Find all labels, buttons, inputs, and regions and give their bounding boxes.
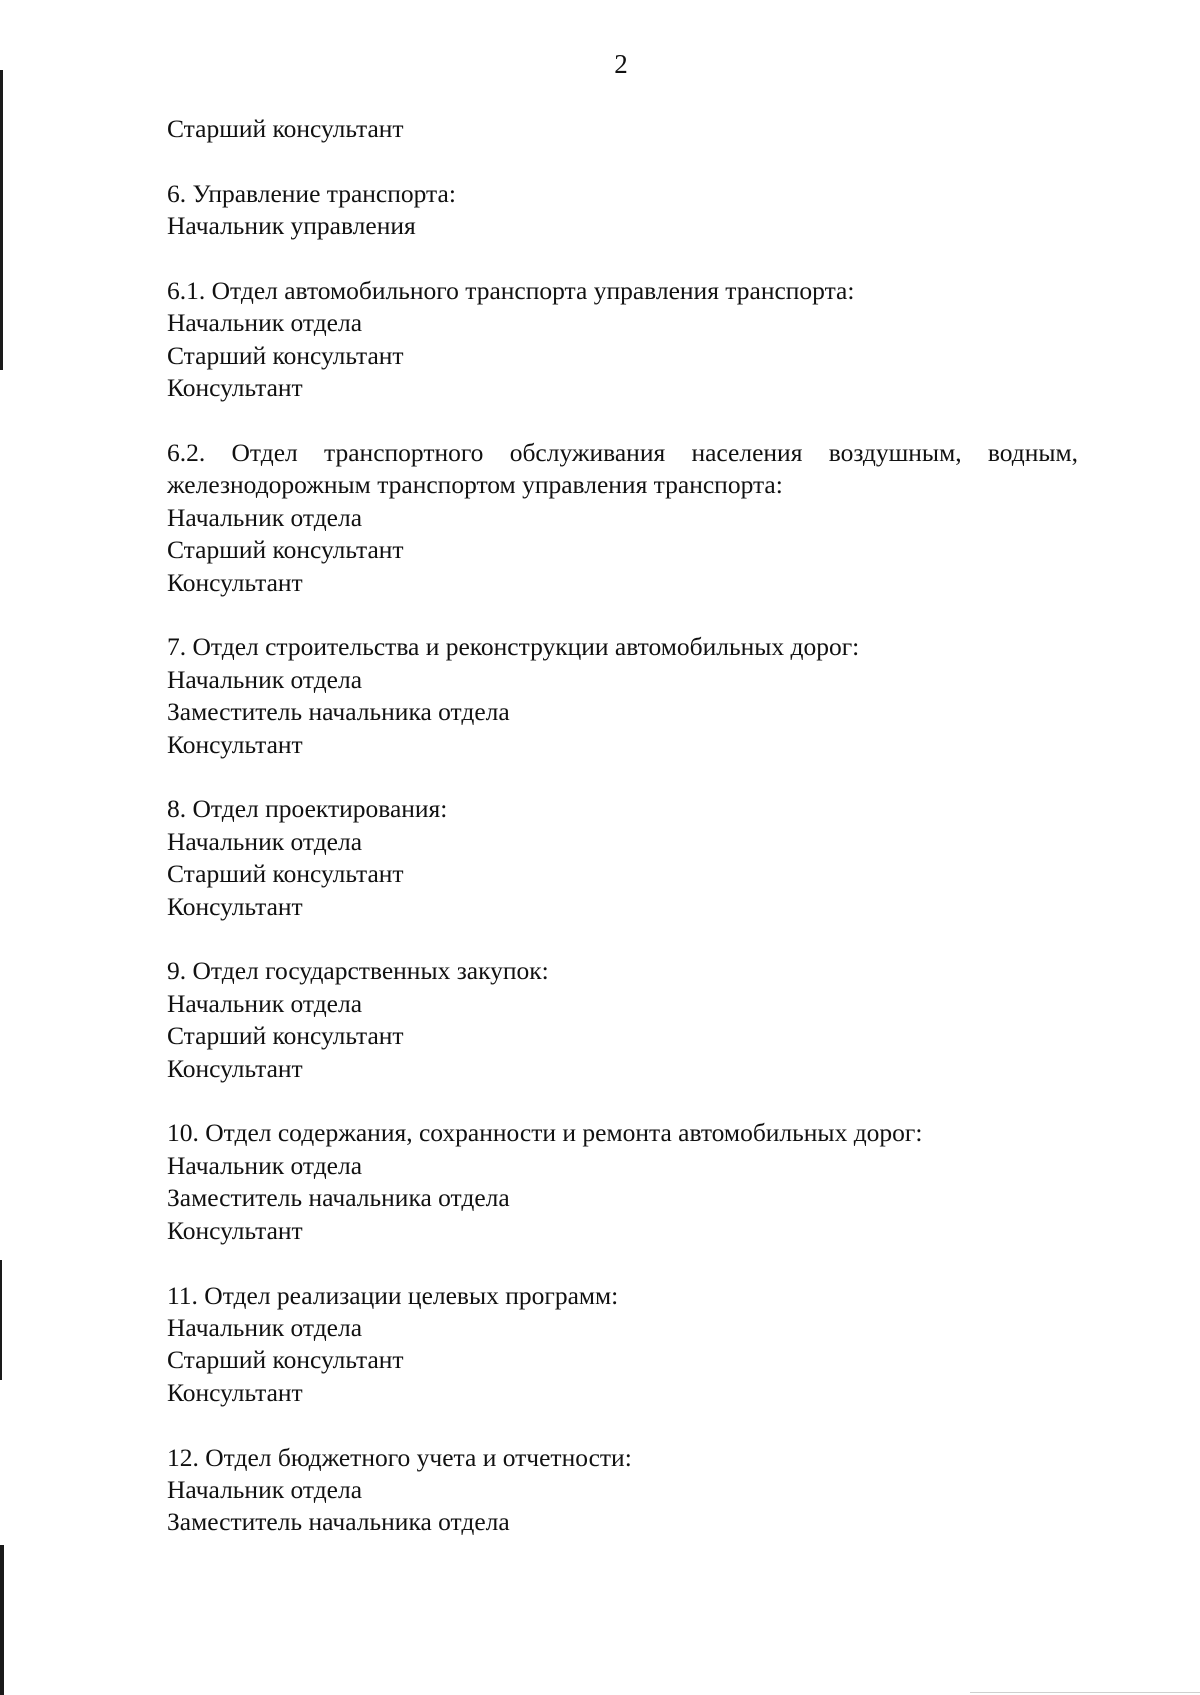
section-6-1	[167, 275, 1078, 405]
position-item: Заместитель начальника отдела	[167, 1507, 510, 1537]
position-item: Старший консультант	[167, 1345, 404, 1375]
position-item: Старший консультант	[167, 535, 404, 565]
position-item: Старший консультант	[167, 1021, 404, 1051]
position-item: Консультант	[167, 1377, 303, 1407]
section-7	[167, 631, 1078, 761]
position-item: Начальник отдела	[167, 1150, 363, 1180]
section-8	[167, 793, 1078, 923]
section-10	[167, 1117, 1078, 1247]
position-item: Начальник отдела	[167, 988, 363, 1018]
position-item: Старший консультант	[167, 859, 404, 889]
section-heading: 6.1. Отдел автомобильного транспорта управления транспорта:	[167, 276, 855, 305]
section-heading-continuation: железнодорожным транспортом управления транспорта:	[167, 470, 783, 500]
position-item: Заместитель начальника отдела	[167, 697, 510, 727]
position-item: Начальник управления	[167, 211, 416, 241]
section-heading: 10. Отдел содержания, сохранности и ремонта автомобильных дорог:	[167, 1118, 923, 1148]
position-item: Консультант	[167, 567, 303, 597]
scan-edge-mark	[0, 1545, 4, 1695]
scan-edge-mark	[0, 1260, 2, 1380]
section-heading: 6. Управление транспорта:	[167, 178, 456, 208]
section-heading: 11. Отдел реализации целевых программ:	[167, 1280, 619, 1310]
section-heading: 9. Отдел государственных закупок:	[167, 956, 549, 986]
scan-edge-mark	[0, 70, 3, 370]
position-item: Начальник отдела	[167, 1312, 363, 1342]
section-12	[167, 1442, 1078, 1539]
section-heading: 6.2. Отдел транспортного обслуживания населения воздушным, водным,	[167, 438, 1078, 468]
intro-position: Старший консультант	[167, 114, 404, 143]
document-body	[167, 113, 1078, 1539]
position-item: Старший консультант	[167, 340, 404, 370]
position-item: Начальник отдела	[167, 664, 363, 694]
position-item: Консультант	[167, 373, 303, 403]
position-item: Консультант	[167, 891, 303, 921]
scan-bottom-rule	[970, 1692, 1200, 1693]
section-11	[167, 1280, 1078, 1410]
position-item: Начальник отдела	[167, 1474, 363, 1504]
position-item: Заместитель начальника отдела	[167, 1183, 510, 1213]
position-item: Консультант	[167, 729, 303, 759]
section-6	[167, 178, 1078, 243]
position-item: Консультант	[167, 1215, 303, 1245]
section-6-2	[167, 437, 1078, 599]
section-heading: 7. Отдел строительства и реконструкции автомобильных дорог:	[167, 632, 860, 662]
page-number: 2	[614, 49, 628, 79]
section-heading: 8. Отдел проектирования:	[167, 794, 448, 824]
position-item: Начальник отдела	[167, 826, 363, 856]
section-heading: 12. Отдел бюджетного учета и отчетности:	[167, 1442, 632, 1472]
section-9	[167, 955, 1078, 1085]
position-item: Начальник отдела	[167, 308, 363, 338]
position-item: Консультант	[167, 1053, 303, 1083]
position-item: Начальник отдела	[167, 502, 363, 532]
